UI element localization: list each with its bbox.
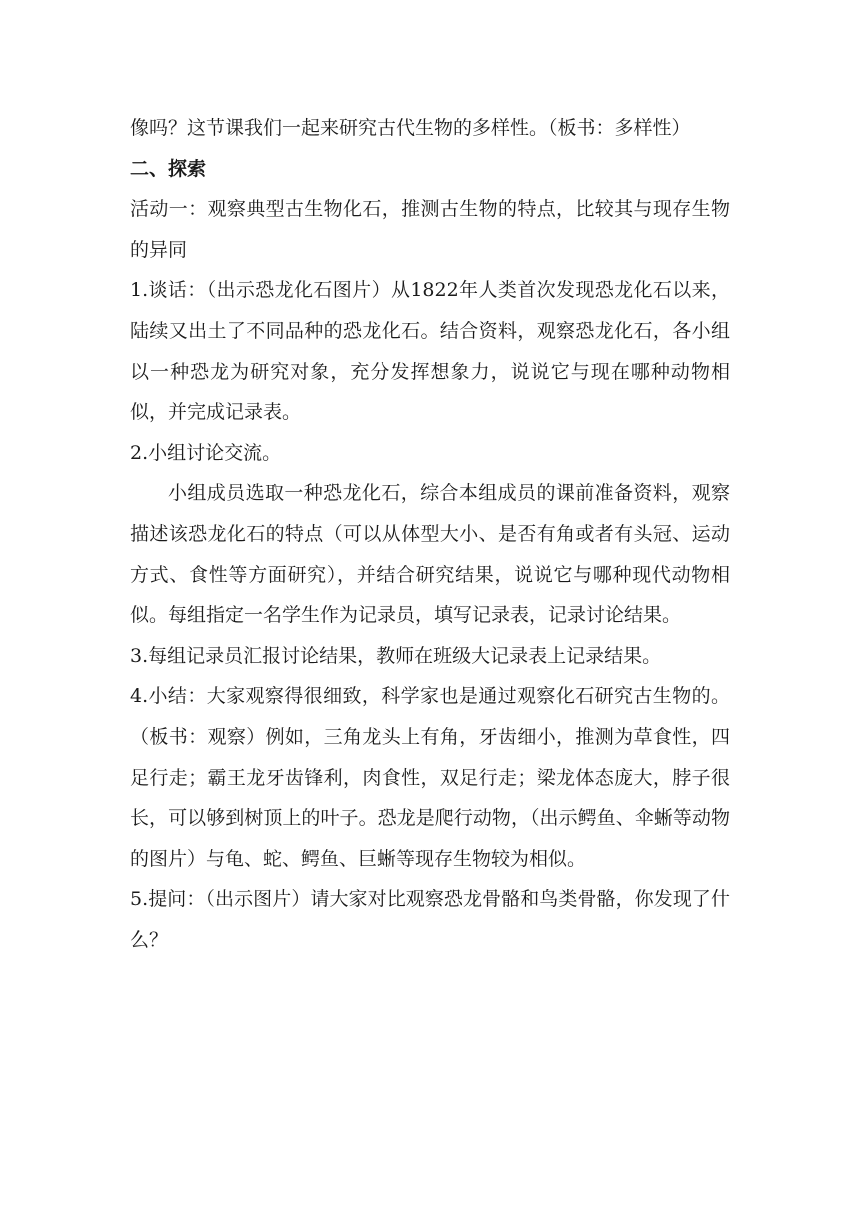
paragraph-step-1: 1.谈话：（出示恐龙化石图片）从1822年人类首次发现恐龙化石以来，陆续又出土了不同品种的恐龙化石。结合资料，观察恐龙化石，各小组以一种恐龙为研究对象，充分发挥想象力，说说它与现在哪种动物相似，并完成记录表。 [130, 279, 730, 424]
paragraph-activity-one: 活动一：观察典型古生物化石，推测古生物的特点，比较其与现存生物的异同 [130, 198, 730, 261]
paragraph-step-2-detail: 小组成员选取一种恐龙化石，综合本组成员的课前准备资料，观察描述该恐龙化石的特点（可以从体型大小、是否有角或者有头冠、运动方式、食性等方面研究），并结合研究结果，说说它与哪种现代动物相似。每组指定一名学生作为记录员，填写记录表，记录讨论结果。 [130, 482, 730, 627]
document-page [130, 108, 730, 960]
paragraph-step-4: 4.小结：大家观察得很细致，科学家也是通过观察化石研究古生物的。（板书：观察）例如，三角龙头上有角，牙齿细小，推测为草食性，四足行走；霸王龙牙齿锋利，肉食性，双足行走；梁龙体态庞大，脖子很长，可以够到树顶上的叶子。恐龙是爬行动物，（出示鳄鱼、伞蜥等动物的图片）与龟、蛇、鳄鱼、巨蜥等现存生物较为相似。 [130, 685, 730, 870]
paragraph-step-5: 5.提问：（出示图片）请大家对比观察恐龙骨骼和鸟类骨骼，你发现了什么？ [130, 888, 730, 951]
paragraph-intro-continuation: 像吗？这节课我们一起来研究古代生物的多样性。（板书：多样性） [130, 117, 691, 139]
paragraph-step-3: 3.每组记录员汇报讨论结果，教师在班级大记录表上记录结果。 [130, 644, 662, 667]
paragraph-step-2: 2.小组讨论交流。 [130, 441, 282, 464]
section-heading-explore: 二、探索 [130, 157, 207, 180]
